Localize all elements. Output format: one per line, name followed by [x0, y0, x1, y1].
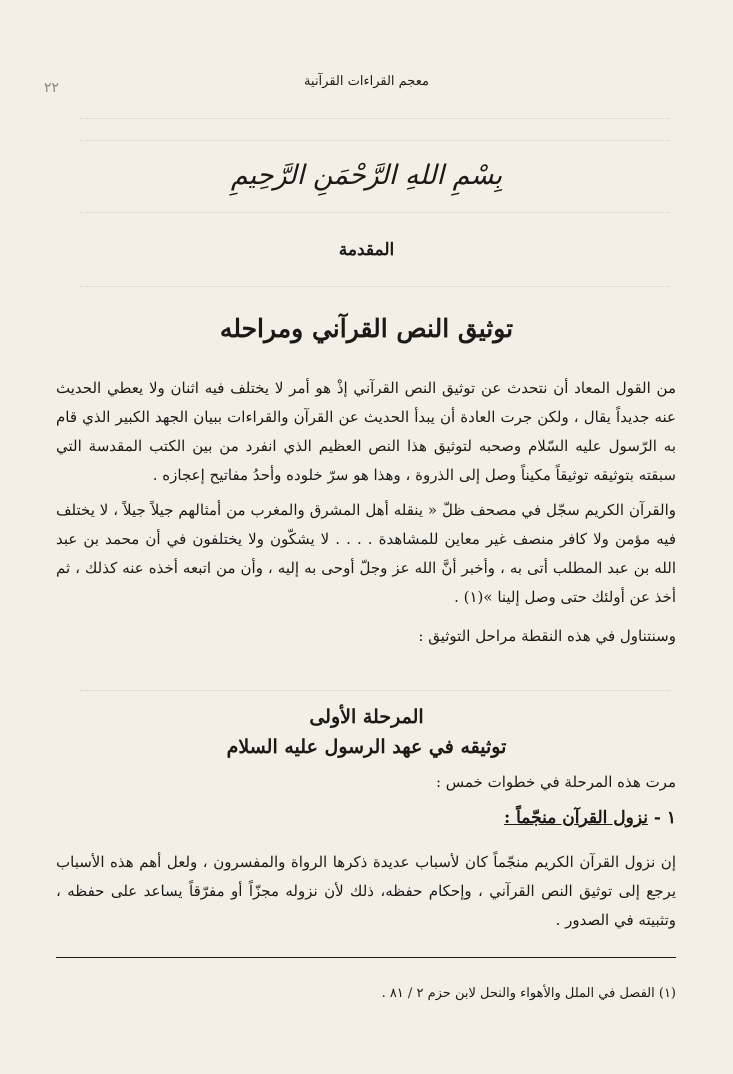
bleed-through-texture — [80, 286, 670, 287]
bleed-through-texture — [80, 118, 670, 119]
footnote-divider — [56, 957, 676, 958]
paragraph-1: من القول المعاد أن نتحدث عن توثيق النص القرآني إذْ هو أمر لا يختلف فيه اثنان ولا يعطي الحديث عنه جديداً يقال ، ولكن جرت العادة أن يبدأ الحديث عن القرآن والقراءات ببيان الجهد الكبير الذي قام به الرّسول عليه السّلام وصحبه لتوثيق هذا النص العظيم الذي انفرد من بين الكتب المقدسة التي سبقته بتوثيقه توثيقاً مكيناً وصل إلى الذروة ، وهذا هو سرّ خلوده وأحدُ مفاتيح إعجازه . — [56, 379, 676, 484]
intro-heading: المقدمة — [338, 240, 395, 260]
basmala-calligraphy: بِسْمِ اللهِ الرَّحْمَنِ الرَّحِيمِ — [230, 160, 503, 191]
steps-intro: مرت هذه المرحلة في خطوات خمس : — [435, 773, 676, 791]
step-paragraph: إن نزول القرآن الكريم منجّماً كان لأسباب عديدة ذكرها الرواة والمفسرون ، ولعل أهم هذه الأسباب يرجع إلى توثيق النص القرآني ، وإحكام حفظه، ذلك لأن نزوله مجزّاً أو مفرّقاً يساعد على حفظه ، وتثبيته في الصدور . — [56, 853, 676, 929]
paragraph-2: والقرآن الكريم سجّل في مصحف ظلّ « ينقله أهل المشرق والمغرب من أمثالهم جيلاً جيلاً ، لا يختلف فيه مؤمن ولا كافر منصف غير معاين للمشاهدة . . . . لا يشكّون ولا يختلفون في أن محمد بن عبد الله بن عبد المطلب أتى به ، وأخبر أنَّ الله عز وجلّ أوحى به إليه ، وأن من اتبعه أخذه عنه كذلك ، ثم أخذ عن أولئك حتى وصل إلينا »(١) . — [56, 501, 676, 606]
step-title: نزول القرآن منجّماً : — [503, 808, 648, 828]
running-title: معجم القراءات القرآنية — [304, 74, 429, 89]
footnote-marker: (١) — [658, 986, 676, 1001]
body-text — [56, 374, 676, 651]
footnote-text: الفصل في الملل والأهواء والنحل لابن حزم ٢ / ٨١ . — [381, 986, 655, 1001]
step-heading — [56, 808, 676, 828]
page-title: توثيق النص القرآني ومراحله — [219, 314, 514, 343]
footnote — [56, 986, 676, 1001]
bleed-through-texture — [80, 690, 670, 691]
paragraph-3: وسنتناول في هذه النقطة مراحل التوثيق : — [418, 627, 676, 645]
bleed-through-texture — [80, 140, 670, 141]
page-number: ٢٢ — [44, 80, 60, 96]
section-subheading: توثيقه في عهد الرسول عليه السلام — [226, 736, 507, 758]
section-heading: المرحلة الأولى — [309, 706, 424, 728]
bleed-through-texture — [80, 212, 670, 213]
step-number: ١ - — [653, 808, 676, 828]
